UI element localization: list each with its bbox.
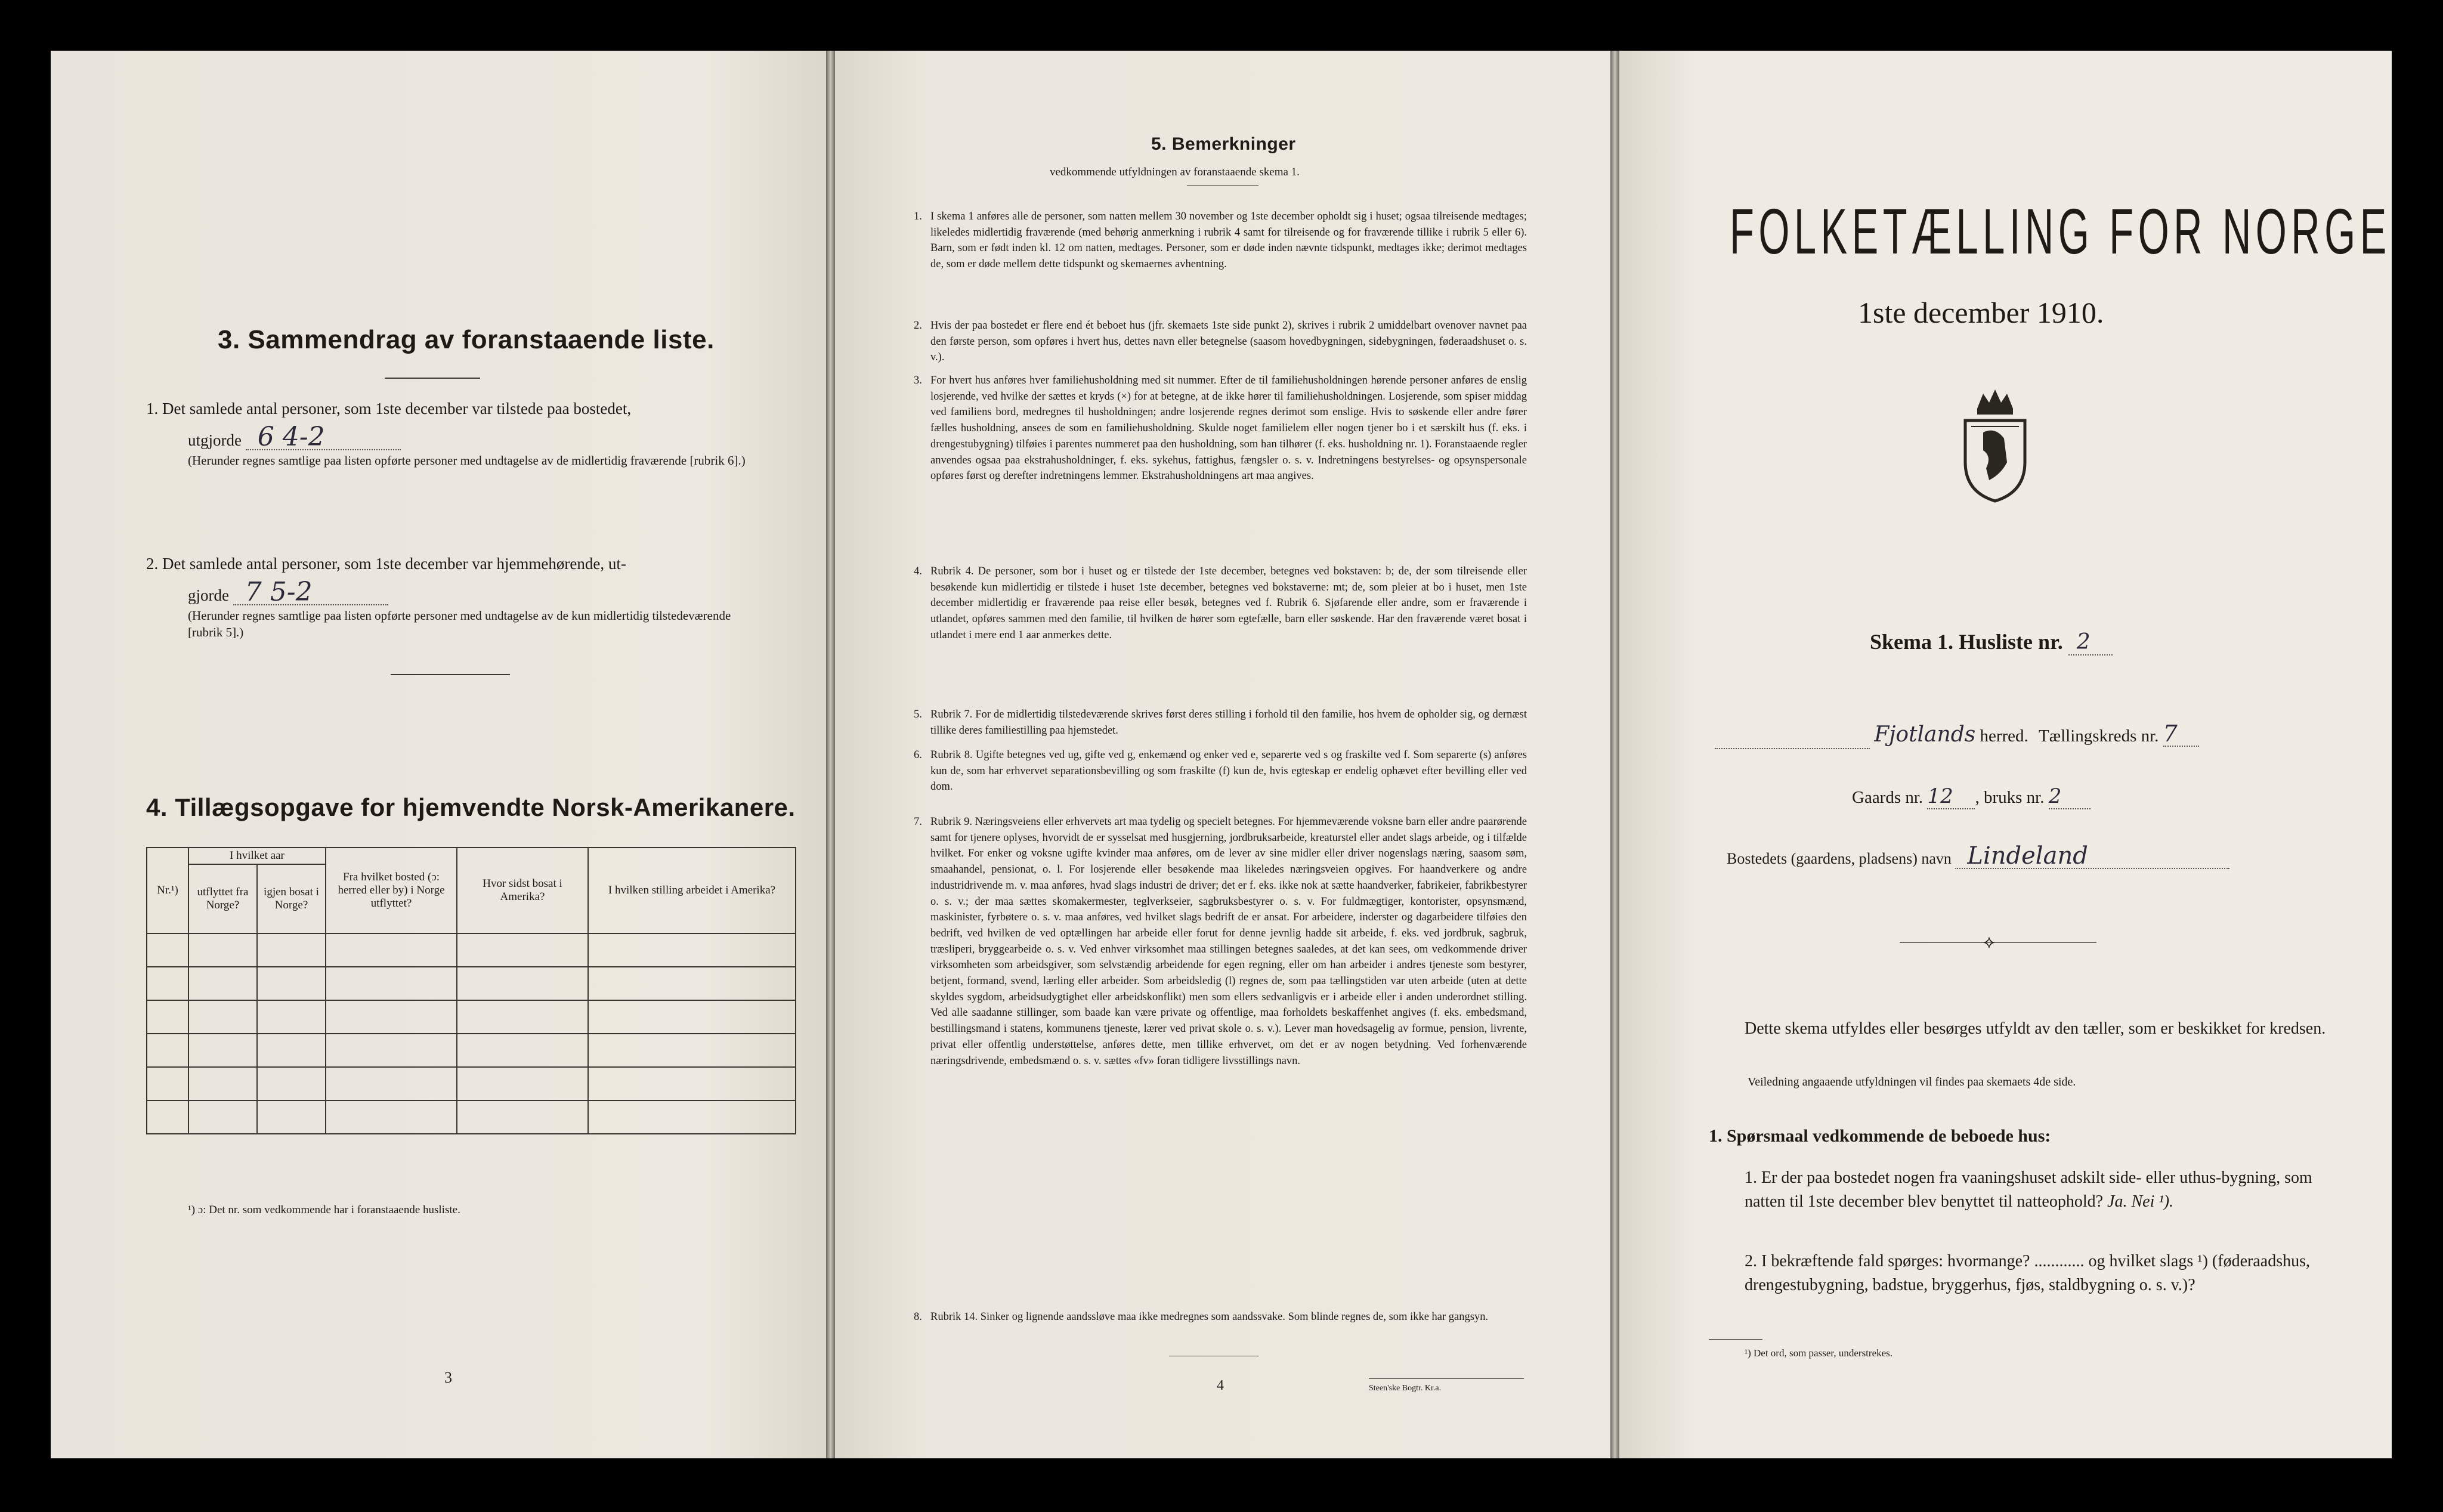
- gaards-value: 12: [1927, 784, 1975, 809]
- table-row: [147, 1034, 796, 1067]
- col-year-group: I hvilket aar: [188, 848, 326, 864]
- section3-title: 3. Sammendrag av foranstaaende liste.: [218, 325, 715, 354]
- table-footnote: ¹) ɔ: Det nr. som vedkommende har i foranstaaende husliste.: [188, 1204, 460, 1216]
- col-from-where: Fra hvilket bosted (ɔ: herred eller by) i Norge utflyttet?: [326, 848, 457, 933]
- remark-item: 8. Rubrik 14. Sinker og lignende aandssløve maa ikke medregnes som aandssvake. Som blinde regnes de, som ikke har gangsyn.: [914, 1311, 1489, 1323]
- question-1-answer: Ja. Nei ¹).: [2107, 1192, 2174, 1211]
- page-gutter: [826, 51, 835, 1458]
- summary-item-2: [146, 552, 766, 641]
- remark-item: 6. Rubrik 8. Ugifte betegnes ved ug, gifte ved g, enkemænd og enker ved e, separerte ved s og fraskilte ved f. Som separerte (s) anføres kun de, som har erhvervet separationsbevilling og som fraskilte (f) kun de, hvis egteskap er endelig ophævet efter bevilling eller ved dom.: [914, 749, 1527, 793]
- remark-item: 2. Hvis der paa bostedet er flere end ét beboet hus (jfr. skemaets 1ste side punkt 2), skrives i rubrik 2 umiddelbart ovenover navnet paa den første person, som opføres i hvert hus, dettes navn eller betegnelse (saasom hovedbygningen, sidebygningen, føderaadshuset o. s. v.).: [914, 320, 1527, 364]
- schema-line: Skema 1. Husliste nr. 2: [1870, 629, 2113, 655]
- question-1: 1. Er der paa bostedet nogen fra vaaningshuset adskilt side- eller uthus-bygning, som natten til 1ste december blev benyttet til natteophold? Ja. Nei ¹).: [1745, 1168, 2312, 1211]
- left-page: [51, 51, 826, 1458]
- summary-item-1-prefix: utgjorde: [188, 431, 242, 449]
- page-number: 3: [444, 1369, 452, 1386]
- footnote: ¹) Det ord, som passer, understrekes.: [1745, 1347, 1893, 1359]
- kreds-value: 7: [2163, 722, 2199, 747]
- summary-item-1-note: (Herunder regnes samtlige paa listen opførte personer med undtagelse av de midlertidig fraværende [rubrik 6].): [188, 453, 746, 468]
- col-returned: igjen bosat i Norge?: [257, 864, 326, 933]
- gaards-line: Gaards nr. 12 , bruks nr. 2: [1852, 784, 2091, 809]
- page-gutter: [1610, 51, 1619, 1458]
- summary-item-2-handwritten: 7 5-2: [233, 580, 388, 605]
- bruks-value: 2: [2049, 784, 2091, 809]
- question-heading: 1. Spørsmaal vedkommende de beboede hus:: [1709, 1126, 2051, 1146]
- table-row: [147, 1067, 796, 1100]
- remark-item: 1. I skema 1 anføres alle de personer, som natten mellem 30 november og 1ste december opholdt sig i huset; ogsaa tilreisende medtages; likeledes midlertidig fraværende (med behørig anmerkning i rubrik 4 samt for tilreisende og for fraværende tillike i rubrik 5 eller 6). Barn, som er født inden kl. 12 om natten, medtages. Personer, som er døde inden nævnte tidspunkt, medtages ikke; derimot medtages de, som er døde mellem dette tidspunkt og skemaernes avhentning.: [914, 211, 1527, 271]
- husliste-number: 2: [2068, 630, 2113, 655]
- census-title: FOLKETÆLLING FOR NORGE: [1730, 195, 2391, 267]
- table-row: [147, 1000, 796, 1034]
- kreds-label: Tællingskreds nr.: [2039, 726, 2159, 746]
- herred-value: Fjotlands: [1874, 722, 1976, 747]
- remark-item: 4. Rubrik 4. De personer, som bor i huset og er tilstede der 1ste december, betegnes ved bokstaven: b; de, der som tilreisende eller besøkende kun midlertidig er tilstede i huset 1ste december, betegnes ved bokstaverne: mt; de, som pleier at bo i huset, men 1ste december midlertidig er fraværende paa reise eller besøk, betegnes ved f. Rubrik 6. Sjøfarende eller andre, som er fraværende i utlandet, opføres sammen med den familie, til hvilken de hører som egtefælle, barn eller søskende. Har den fraværende været bosat i utlandet i mere end 1 aar anmerkes dette.: [914, 565, 1527, 641]
- summary-item-1: [146, 397, 766, 469]
- section4-title: 4. Tillægsopgave for hjemvendte Norsk-Amerikanere.: [146, 793, 796, 821]
- col-nr: Nr.¹): [147, 848, 188, 933]
- printer-note: Steen'ske Bogtr. Kr.a.: [1369, 1384, 1442, 1393]
- col-emigrated: utflyttet fra Norge?: [188, 864, 257, 933]
- remarks-title: 5. Bemerkninger: [1151, 134, 1296, 154]
- summary-item-2-text: 2. Det samlede antal personer, som 1ste december var hjemmehørende, ut-: [146, 555, 626, 573]
- census-date: 1ste december 1910.: [1858, 296, 2104, 329]
- divider: [1709, 1339, 1762, 1340]
- divider: [1900, 942, 2096, 943]
- norsk-amerikanere-table: [146, 847, 796, 1134]
- gaards-label: Gaards nr.: [1852, 788, 1924, 807]
- herred-label: herred.: [1980, 726, 2028, 746]
- summary-item-2-prefix: gjorde: [188, 586, 229, 604]
- remark-item: 5. Rubrik 7. For de midlertidig tilstedeværende skrives først deres stilling i forhold til den familie, hos hvem de opholder sig, og dernæst tillike deres familiestilling paa hjemstedet.: [914, 709, 1527, 737]
- remark-item: 3. For hvert hus anføres hver familiehusholdning med sit nummer. Efter de til familiehusholdningen hørende personer anføres de enslig losjerende, ved hvilke der sættes et kryds (×) for at betegne, at de ikke hører til familiehusholdningen. Losjerende, som spiser middag ved familiens bord, medregnes til husholdningen; andre losjerende regnes derimot som enslige. Hvis to søskende eller andre fører fælles husholdning, ansees de som en familiehusholdning. Skulde noget familielem eller nogen tjener bo i et særskilt hus (f. eks. i drengestubygning) tilføies i parentes nummeret paa den husholdning, som han tilhører (f. eks. husholdning nr. 1). Foranstaaende regler anvendes ogsaa paa ekstrahusholdninger, f. eks. sykehus, fattighus, fængsler o. s. v. Indretningens bestyrelses- og opsynspersonale opføres først og derefter indretningens lemmer. Ekstrahusholdningens art maa angives.: [914, 375, 1527, 483]
- table-row: [147, 1100, 796, 1134]
- coat-of-arms-icon: [1953, 385, 2037, 504]
- intro-text: Dette skema utfyldes eller besørges utfyldt av den tæller, som er beskikket for kredsen.: [1745, 1019, 2326, 1038]
- summary-item-2-note: (Herunder regnes samtlige paa listen opførte personer med undtagelse av de kun midlertidig tilstedeværende [rubrik 5].): [188, 608, 731, 639]
- herred-line: [1715, 722, 2371, 749]
- divider: [391, 674, 510, 675]
- ornament-icon: ⟡: [1983, 932, 1995, 952]
- summary-item-1-handwritten: 6 4-2: [246, 425, 401, 450]
- col-occupation: I hvilken stilling arbeidet i Amerika?: [588, 848, 796, 933]
- question-2: 2. I bekræftende fald spørges: hvormange? ............ og hvilket slags ¹) (føderaadshus, drengestubygning, badstue, bryggerhus, fjøs, staldbygning o. s. v.)?: [1745, 1252, 2310, 1294]
- remarks-subtitle: vedkommende utfyldningen av foranstaaende skema 1.: [1050, 166, 1300, 178]
- divider: [1369, 1378, 1524, 1379]
- intro-note: Veiledning angaaende utfyldningen vil findes paa skemaets 4de side.: [1748, 1075, 2076, 1089]
- bosted-label: Bostedets (gaardens, pladsens) navn: [1727, 850, 1952, 867]
- col-last-residence: Hvor sidst bosat i Amerika?: [457, 848, 588, 933]
- divider: [385, 378, 480, 379]
- right-page: [1619, 51, 2392, 1458]
- table-row: [147, 967, 796, 1000]
- middle-page: [835, 51, 1610, 1458]
- table-row: [147, 933, 796, 967]
- page-number: 4: [1217, 1378, 1224, 1393]
- summary-item-1-text: 1. Det samlede antal personer, som 1ste december var tilstede paa bostedet,: [146, 400, 632, 418]
- bosted-line: [1727, 844, 2229, 871]
- bosted-value: Lindeland: [1955, 844, 2229, 869]
- remark-item: 7. Rubrik 9. Næringsveiens eller erhvervets art maa tydelig og specielt betegnes. For hjemmeværende voksne barn eller andre paarørende samt for tjenere oplyses, hvorvidt de er sysselsat med husgjerning, jordbruksarbeide, kreaturstel eller andet slags arbeide, og i tilfælde hvilket. For enker og voksne ugifte kvinder maa anføres, om de lever av sine midler eller driver nogenslags næring, saasom søm, smaahandel, pensionat, o. l. For losjerende eller besøkende maa likeledes næringsveien opgives. For haandverkere og andre industridrivende m. v. maa anføres, hvad slags industri de driver; det er f. eks. ikke nok at sætte haandverker, fabrikeier, fabrikbestyrer o. s. v.; der maa sættes skomakermester, teglverkseier, sagbruksbestyrer o. s. v. For fuldmægtiger, kontorister, opsynsmænd, maskinister, fyrbøtere o. s. v. maa anføres, ved hvilket slags bedrift de er ansat. For arbeidere, inderster og dagarbeidere tilføies den bedrift, ved hvilken de ved optællingen har arbeide eller forut for denne jevnlig hadde sit arbeide, f. eks. ved jordbruk, sagbruk, træsliperi, bryggearbeide o. s. v. Ved enhver virksomhet maa stillingen betegnes saaledes, at det kan sees, om vedkommende driver virksomheten som arbeidsgiver, som selvstændig arbeidende for egen regning, eller om han arbeider i andres tjeneste som bestyrer, betjent, formand, svend, lærling eller arbeider. Som arbeidsledig (l) regnes de, som paa tællingstiden var uten arbeide (uten at dette skyldes sygdom, arbeidsudygtighet eller arbeidskonflikt) men som ellers sedvanligvis er i arbeide eller i anden underordnet stilling. Ved alle saadanne stillinger, som baade kan være private og offentlige, maa forholdets beskaffenhet angives (f. eks. embedsmand, bestillingsmand i statens, kommunens tjeneste, lærer ved privat skole o. s. v.). Lever man hovedsagelig av formue, pension, livrente, privat eller offentlig understøttelse, anføres dette, men tillike erhvervet, om det er av nogen betydning. Ved forhenværende næringsdrivende, embedsmænd o. s. v. sættes «fv» foran tidligere livsstillings navn.: [914, 816, 1527, 1067]
- bruks-label: bruks nr.: [1983, 788, 2045, 807]
- divider: [1187, 185, 1258, 186]
